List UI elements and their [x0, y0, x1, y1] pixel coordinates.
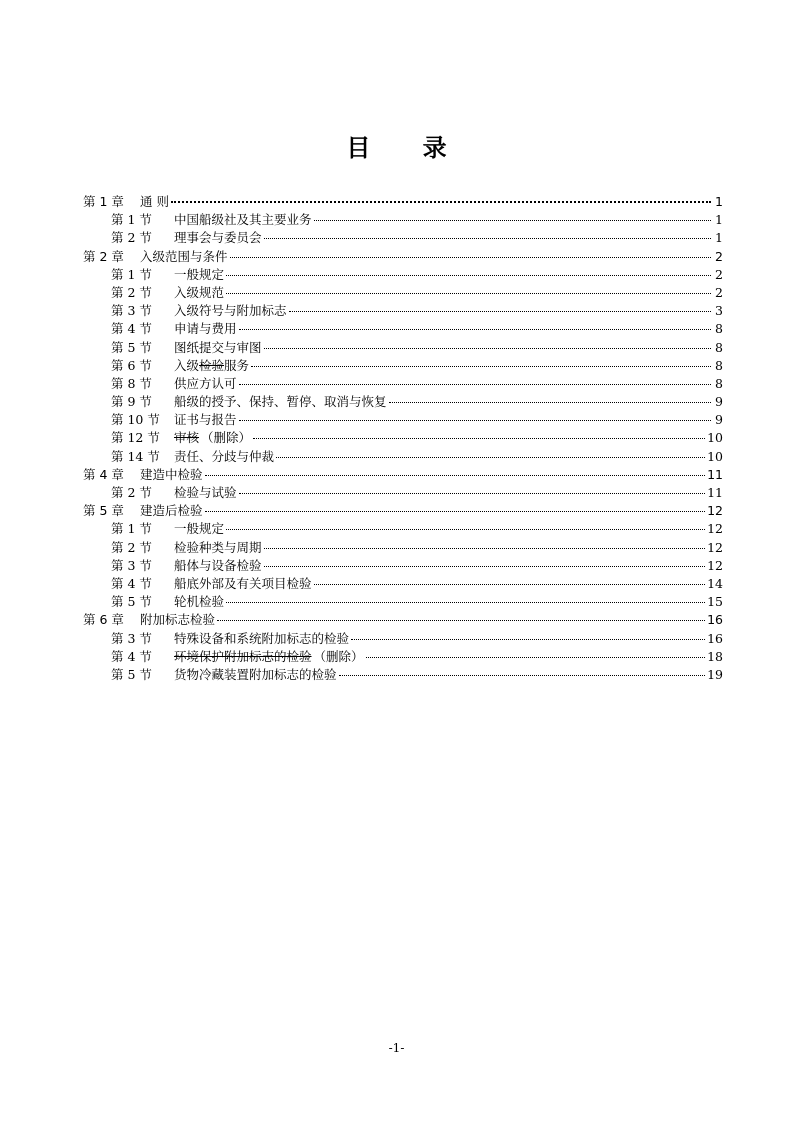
toc-entry-title-text: 理事会与委员会	[174, 230, 262, 246]
toc-entry-title-text: 责任、分歧与仲裁	[174, 448, 275, 464]
toc-entry-title-text: 检验与试验	[174, 485, 237, 500]
toc-chapter-entry[interactable]	[83, 193, 723, 211]
toc-entry-note: （删除）	[313, 648, 364, 664]
toc-entry-title	[174, 557, 262, 575]
toc-entry-title	[174, 266, 224, 284]
toc-section-entry[interactable]	[83, 229, 723, 247]
toc-entry-title	[174, 284, 224, 302]
toc-entry-page: 19	[707, 666, 723, 682]
toc-entry-title	[174, 211, 312, 229]
dot-leader	[239, 493, 706, 494]
dot-leader	[230, 257, 711, 258]
toc-section-entry[interactable]	[83, 484, 723, 502]
toc-entry-title	[140, 502, 203, 520]
toc-entry-page: 8	[715, 339, 723, 355]
toc-entry-page: 9	[715, 412, 723, 428]
toc-entry-title	[140, 193, 169, 211]
toc-entry-page: 14	[707, 575, 723, 591]
toc-section-entry[interactable]	[83, 539, 723, 557]
toc-section-entry[interactable]	[83, 375, 723, 393]
toc-entry-page: 2	[715, 248, 723, 264]
toc-entry-title	[174, 648, 364, 666]
toc-section-entry[interactable]	[83, 302, 723, 320]
toc-entry-title-text: 一般规定	[174, 521, 225, 537]
toc-entry-page: 8	[715, 321, 723, 337]
toc-entry-title-text: 图纸提交与审图	[174, 339, 262, 355]
dot-leader	[205, 475, 706, 476]
toc-section-entry[interactable]	[83, 520, 723, 538]
toc-entry-page: 2	[715, 284, 723, 300]
dot-leader	[217, 620, 705, 621]
toc-entry-page: 12	[707, 557, 723, 573]
toc-entry-title-text: 入级	[174, 357, 200, 373]
toc-entry-number: 第 2 节	[111, 284, 152, 300]
toc-entry-page: 11	[707, 466, 723, 482]
dot-leader	[339, 675, 706, 676]
toc-entry-number: 第 4 节	[111, 575, 152, 591]
toc-entry-page: 9	[715, 394, 723, 410]
toc-entry-title-text: 入级范围与条件	[140, 248, 228, 264]
toc-section-entry[interactable]	[83, 593, 723, 611]
toc-entry-number: 第 1 节	[111, 212, 152, 228]
dot-leader	[226, 529, 705, 530]
toc-entry-number: 第 8 节	[111, 375, 152, 391]
toc-entry-number: 第 6 章	[83, 612, 124, 628]
dot-leader	[264, 348, 711, 349]
toc-entry-page: 10	[707, 448, 723, 464]
toc-entry-page: 12	[707, 503, 723, 519]
dot-leader	[251, 366, 711, 367]
toc-entry-number: 第 1 章	[83, 194, 124, 209]
dot-leader	[205, 511, 706, 512]
toc-entry-title	[174, 302, 287, 320]
toc-section-entry[interactable]	[83, 648, 723, 666]
toc-section-entry[interactable]	[83, 266, 723, 284]
toc-entry-number: 第 10 节	[111, 412, 160, 428]
toc-section-entry[interactable]	[83, 211, 723, 229]
toc-entry-title	[140, 466, 203, 484]
toc-entry-title-struck: 环境保护附加标志的检验	[174, 648, 312, 664]
toc-section-entry[interactable]	[83, 557, 723, 575]
toc-entry-number: 第 14 节	[111, 448, 160, 464]
toc-entry-title	[174, 593, 224, 611]
toc-entry-number: 第 3 节	[111, 303, 152, 319]
toc-entry-title	[174, 375, 237, 393]
toc-entry-title-text: 检验种类与周期	[174, 539, 262, 555]
toc-entry-number: 第 1 节	[111, 266, 152, 282]
dot-leader	[264, 548, 706, 549]
toc-entry-title	[174, 429, 251, 447]
dot-leader	[366, 657, 706, 658]
toc-entry-note: （删除）	[201, 430, 252, 446]
toc-entry-page: 18	[707, 648, 723, 664]
toc-section-entry[interactable]	[83, 630, 723, 648]
toc-section-entry[interactable]	[83, 575, 723, 593]
toc-entry-title-text: 申请与费用	[174, 321, 237, 337]
toc-entry-number: 第 4 节	[111, 321, 152, 337]
toc-entry-number: 第 6 节	[111, 357, 152, 373]
toc-entry-page: 15	[707, 594, 723, 610]
page-title: 目 录	[346, 133, 469, 162]
toc-entry-title-text: 货物冷藏装置附加标志的检验	[174, 666, 337, 682]
toc-entry-title	[174, 411, 237, 429]
toc-entry-page: 10	[707, 430, 723, 446]
toc-entry-title	[174, 339, 262, 357]
dot-leader	[264, 238, 711, 239]
toc-entry-number: 第 4 节	[111, 648, 152, 664]
dot-leader	[314, 220, 711, 221]
toc-entry-title-text: 特殊设备和系统附加标志的检验	[174, 630, 350, 646]
dot-leader	[226, 602, 705, 603]
toc-section-entry[interactable]	[83, 666, 723, 684]
dot-leader	[239, 420, 711, 421]
toc-entry-page: 16	[707, 630, 723, 646]
toc-section-entry[interactable]	[83, 393, 723, 411]
toc-section-entry[interactable]	[83, 320, 723, 338]
toc-section-entry[interactable]	[83, 339, 723, 357]
toc-entry-number: 第 3 节	[111, 630, 152, 646]
toc-entry-page: 8	[715, 375, 723, 391]
toc-entry-page: 2	[715, 266, 723, 282]
toc-entry-number: 第 5 节	[111, 594, 152, 610]
toc-chapter-entry[interactable]	[83, 611, 723, 629]
dot-leader	[389, 402, 711, 403]
page-number: -1-	[388, 1041, 405, 1055]
toc-entry-title-struck: 审核	[174, 430, 200, 446]
toc-entry-title-text: 附加标志检验	[140, 612, 216, 628]
toc-entry-title	[174, 393, 387, 411]
toc-entry-number: 第 3 节	[111, 557, 152, 573]
toc-entry-title-text: 中国船级社及其主要业务	[174, 212, 312, 228]
toc-entry-page: 3	[715, 303, 723, 319]
toc-entry-number: 第 2 章	[83, 248, 124, 264]
toc-entry-title-text: 一般规定	[174, 266, 225, 282]
toc-entry-title-text: 入级符号与附加标志	[174, 303, 287, 319]
toc-entry-page: 1	[715, 212, 723, 228]
toc-entry-title-text: 入级规范	[174, 284, 225, 300]
toc-section-entry[interactable]	[83, 411, 723, 429]
toc-entry-number: 第 12 节	[111, 430, 160, 446]
toc-entry-title	[140, 611, 215, 629]
toc-entry-title-text: 通 则	[140, 194, 169, 209]
dot-leader	[314, 584, 706, 585]
toc-entry-number: 第 5 节	[111, 339, 152, 355]
toc-entry-title-text: 船体与设备检验	[174, 557, 262, 573]
dot-leader	[289, 311, 711, 312]
toc-entry-number: 第 5 节	[111, 666, 152, 682]
toc-entry-title	[174, 484, 237, 502]
toc-entry-number: 第 2 节	[111, 485, 152, 500]
toc-entry-title-text: 供应方认可	[174, 375, 237, 391]
toc-chapter-entry[interactable]	[83, 502, 723, 520]
toc-entry-title	[174, 520, 224, 538]
toc-entry-title	[174, 630, 349, 648]
toc-entry-title	[174, 320, 237, 338]
toc-section-entry[interactable]	[83, 284, 723, 302]
toc-entry-page: 12	[707, 521, 723, 537]
toc-entry-title-text: 证书与报告	[174, 412, 237, 428]
toc-chapter-entry[interactable]	[83, 466, 723, 484]
dot-leader	[226, 293, 711, 294]
toc-entry-page: 1	[715, 230, 723, 246]
toc-entry-title	[174, 539, 262, 557]
dot-leader	[171, 201, 711, 203]
toc-entry-title	[174, 357, 249, 375]
toc-entry-title	[174, 229, 262, 247]
dot-leader	[253, 438, 705, 439]
toc-entry-title	[174, 666, 337, 684]
dot-leader	[239, 384, 711, 385]
toc-entry-page: 1	[715, 194, 723, 209]
toc-entry-title-text: 建造中检验	[140, 466, 203, 482]
table-of-contents	[83, 193, 723, 684]
dot-leader	[264, 566, 706, 567]
toc-entry-title	[174, 575, 312, 593]
toc-entry-title-text: 船底外部及有关项目检验	[174, 575, 312, 591]
toc-chapter-entry[interactable]	[83, 248, 723, 266]
toc-entry-title-struck: 检验	[199, 357, 225, 373]
toc-entry-number: 第 4 章	[83, 466, 124, 482]
toc-entry-number: 第 2 节	[111, 539, 152, 555]
toc-entry-title	[174, 448, 274, 466]
toc-entry-title-text: 轮机检验	[174, 594, 225, 610]
toc-entry-page: 11	[707, 485, 723, 500]
toc-entry-number: 第 1 节	[111, 521, 152, 537]
toc-entry-page: 16	[707, 612, 723, 628]
toc-entry-page: 12	[707, 539, 723, 555]
toc-entry-number: 第 5 章	[83, 503, 124, 519]
toc-section-entry[interactable]	[83, 429, 723, 447]
dot-leader	[239, 329, 711, 330]
dot-leader	[351, 639, 705, 640]
toc-entry-title-text: 服务	[224, 357, 250, 373]
toc-entry-title-text: 船级的授予、保持、暂停、取消与恢复	[174, 394, 387, 410]
dot-leader	[226, 275, 711, 276]
dot-leader	[276, 457, 705, 458]
toc-entry-number: 第 9 节	[111, 394, 152, 410]
toc-section-entry[interactable]	[83, 357, 723, 375]
toc-entry-title-text: 建造后检验	[140, 503, 203, 519]
toc-entry-title	[140, 248, 228, 266]
toc-entry-number: 第 2 节	[111, 230, 152, 246]
toc-section-entry[interactable]	[83, 448, 723, 466]
toc-entry-page: 8	[715, 357, 723, 373]
